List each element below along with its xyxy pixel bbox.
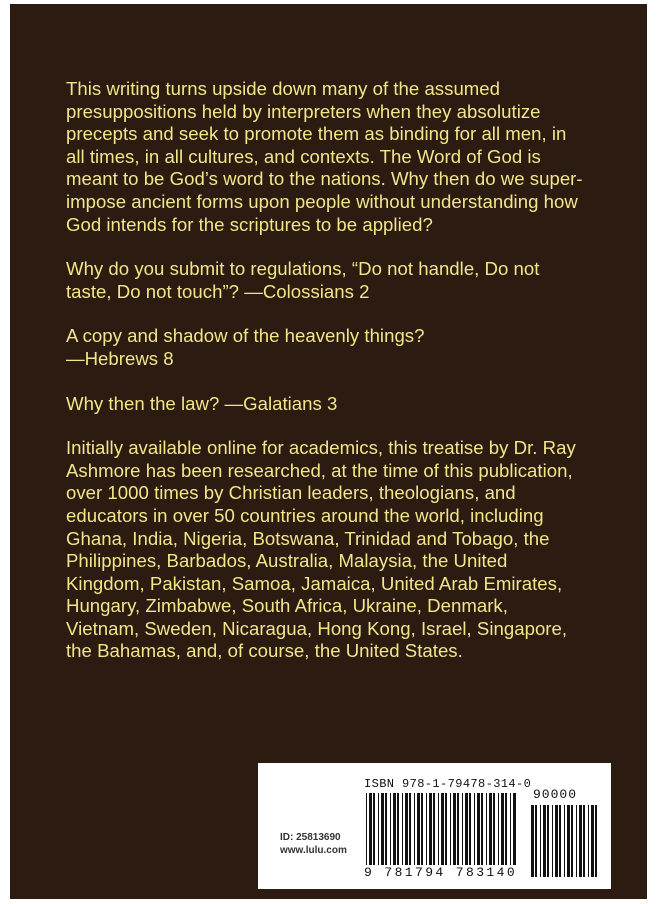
quote-hebrews <box>66 325 586 370</box>
publisher-website: www.lulu.com <box>280 845 347 856</box>
barcode-bar <box>493 793 495 865</box>
barcode-bar <box>583 805 585 877</box>
barcode-bar <box>378 793 379 865</box>
barcode-bar <box>481 793 483 865</box>
barcode-bar <box>457 793 459 865</box>
quote-colossians: Why do you submit to regulations, “Do not handle, Do not taste, Do not touch”? —Colossians 2 <box>66 258 540 302</box>
barcode-bar <box>552 805 553 877</box>
barcode-bar <box>543 805 546 877</box>
barcode-bar <box>555 805 558 877</box>
barcode-bar <box>381 793 384 865</box>
barcode-bar <box>571 805 573 877</box>
barcode-bar <box>567 805 570 877</box>
blurb-paragraph-author: Initially available online for academics, this treatise by Dr. Ray Ashmore has been researched, at the time of this publication, over 1000 times by Christian leaders, theologians, and educators in over 50 countries around the world, including Ghana, India, Nigeria, Botswana, Trinidad and Tobago, the Philippines, Barbados, Australia, Malaysia, the United Kingdom, Pakistan, Samoa, Jamaica, United Arab Emirates, Hungary, Zimbabwe, South Africa, Ukraine, Denmark, Vietnam, Sweden, Nicaragua, Hong Kong, Israel, Singapore, the Bahamas, and, of course, the United States. <box>66 437 576 662</box>
barcode-bar <box>498 793 499 865</box>
barcode-bar <box>417 793 420 865</box>
quote-hebrews-ref: —Hebrews 8 <box>66 347 174 369</box>
barcode-bar <box>369 793 372 865</box>
barcode-bar <box>414 793 415 865</box>
barcode-bar <box>588 805 589 877</box>
barcode-bar <box>393 793 396 865</box>
barcode-bar <box>510 793 511 865</box>
barcode-bar <box>402 793 403 865</box>
barcode-bar <box>477 793 480 865</box>
barcode-bar <box>595 805 597 877</box>
barcode-bar <box>531 805 534 877</box>
barcode-bar <box>366 793 367 865</box>
barcode-bar <box>438 793 439 865</box>
barcode-bar <box>445 793 447 865</box>
quote-galatians: Why then the law? —Galatians 3 <box>66 392 338 414</box>
barcode-bar <box>465 793 468 865</box>
barcode-bar <box>405 793 408 865</box>
barcode-bar <box>426 793 427 865</box>
barcode-bar <box>576 805 577 877</box>
barcode-bar <box>397 793 399 865</box>
barcode-bar <box>564 805 565 877</box>
barcode-bar <box>409 793 411 865</box>
barcode-bar <box>579 805 582 877</box>
price-code: 90000 <box>533 787 578 802</box>
back-cover <box>10 4 647 899</box>
barcode-bar <box>486 793 487 865</box>
barcode-bar <box>591 805 594 877</box>
barcode-bar <box>385 793 387 865</box>
blurb-text <box>66 78 586 685</box>
barcode-bar <box>462 793 463 865</box>
barcode-bar <box>501 793 504 865</box>
barcode-bar <box>513 793 516 865</box>
barcode-bar <box>453 793 456 865</box>
barcode-bar <box>421 793 423 865</box>
ean-barcode-bars <box>366 793 516 865</box>
barcode-bar <box>474 793 475 865</box>
barcode-bar <box>540 805 541 877</box>
barcode-bar <box>489 793 492 865</box>
barcode-bar <box>505 793 507 865</box>
isbn-label: ISBN 978-1-79478-314-0 <box>364 777 532 791</box>
barcode-bar <box>469 793 471 865</box>
barcode-bar <box>559 805 561 877</box>
barcode-bar <box>390 793 391 865</box>
addon-barcode-bars <box>531 805 597 877</box>
publisher-id: ID: 25813690 <box>280 832 341 843</box>
barcode-bar <box>441 793 444 865</box>
barcode-bar <box>433 793 435 865</box>
barcode-bar <box>535 805 537 877</box>
barcode-bar <box>547 805 549 877</box>
barcode-bar <box>450 793 451 865</box>
quote-hebrews-text: A copy and shadow of the heavenly things? <box>66 325 425 347</box>
blurb-paragraph-intro: This writing turns upside down many of the assumed presuppositions held by interpreters when they absolutize precepts and seek to promote them as binding for all men, in all times, in all cultures, and contexts. The Word of God is meant to be God’s word to the nations. Why then do we super-impose ancient forms upon people without understanding how God intends for the scriptures to be applied? <box>66 78 583 235</box>
barcode-bar <box>373 793 375 865</box>
ean-digits: 9 781794 783140 <box>364 865 518 880</box>
barcode-box <box>258 763 611 889</box>
barcode-bar <box>429 793 432 865</box>
